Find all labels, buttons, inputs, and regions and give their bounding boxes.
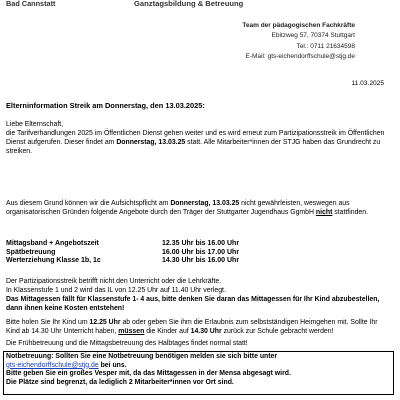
letter-date: 11.03.2025 — [351, 80, 384, 87]
schedule-row — [6, 240, 306, 249]
para3-mittagessen: Das Mittagessen fällt für Klassenstufe 1- 4 aus, bitte denken Sie daran das Mittagessen für Ihr Kind abzubestellen, dann ihnen keine Kosten entstehen! — [6, 295, 380, 312]
header-subtitle: Ganztagsbildung & Betreuung — [134, 0, 244, 8]
para-fruehbetreuung: Die Frühbetreuung und die Mittagsbetreuung des Halbtages findet normal statt! — [6, 340, 248, 347]
para4-text-c: die Kinder auf — [144, 327, 191, 335]
notice-line4: Die Plätze sind begrenzt, da lediglich 2 Mitarbeiter*innen vor Ort sind. — [6, 378, 234, 386]
para-unterricht — [6, 278, 392, 314]
notice-line3: Bitte geben Sie ein großes Vesper mit, da das Mittagessen in der Mensa abgesagt wird. — [6, 370, 291, 378]
notice-line2 — [6, 362, 391, 371]
intro-date: Donnerstag, 13.03.25 — [116, 138, 186, 146]
para4-time2: 14.30 Uhr — [190, 327, 222, 335]
notice-email-link[interactable]: gts-eichendorffschule@stjg.de — [6, 361, 99, 369]
schedule-row — [6, 249, 306, 258]
schedule-table — [6, 240, 306, 266]
schedule-time: 14.30 Uhr bis 16.00 Uhr — [162, 257, 240, 265]
notice-line2-tail: bei uns. — [98, 361, 127, 369]
schedule-row — [6, 257, 306, 266]
notice-line1: Notbetreuung: Sollten Sie eine Notbetreuung benötigen melden sie sich bitte unter — [6, 353, 278, 360]
contact-phone: Tel.: 0711 21634598 — [296, 42, 355, 50]
contact-street: Ebitzweg 57, 70374 Stuttgart — [271, 32, 355, 40]
salutation: Liebe Elternschaft, — [6, 121, 64, 128]
intro-text-b: statt. Alle Mitarbeiter*innen der STJG haben das Grundrecht zu streiken. — [6, 138, 381, 155]
para2-nicht: nicht — [315, 208, 333, 216]
notbetreuung-box — [3, 351, 394, 395]
para2-text-a: Aus diesem Grund können wir die Aufsichtspflicht am — [6, 200, 171, 207]
schedule-label: Spätbetreuung — [6, 248, 56, 256]
para2-date: Donnerstag, 13.03.25 — [170, 200, 240, 207]
intro-text-a: die Tarifverhandlungen 2025 im Öffentlichen Dienst gehen weiter und es wird erneut zum Partizipationsstreik im Öffentlichen Dienst aufgerufen. Dieser findet am — [6, 129, 385, 146]
para4-text-b: ab oder geben Sie ihm die Erlaubnis zum selbstständigen Heimgehen mit. Sollte Ihr Kind ab 14.30 Uhr Unterricht haben, — [6, 319, 378, 335]
contact-email: E-Mail: gts-eichendorffschule@stjg.de — [245, 52, 355, 60]
para-aufsicht — [6, 200, 392, 218]
schedule-label: Werterziehung Klasse 1b, 1c — [6, 257, 101, 265]
contact-block — [242, 21, 355, 62]
intro-paragraph — [6, 121, 392, 157]
schedule-time: 16.00 Uhr bis 17.00 Uhr — [162, 248, 240, 256]
para4-time1: 12.25 Uhr — [89, 319, 121, 326]
para3-line1: Der Partizipationsstreik betrifft nicht den Unterricht oder die Lehrkräfte. — [6, 278, 222, 285]
contact-team: Team der pädagogischen Fachkräfte — [242, 22, 355, 29]
para4-muessen: müssen — [118, 327, 145, 335]
para4-text-d: zurück zur Schule gebracht werden! — [221, 327, 334, 335]
schedule-label: Mittagsband + Angebotszeit — [6, 240, 99, 247]
letter-title: Elterninformation Streik am Donnerstag, den 13.03.2025: — [6, 101, 205, 110]
para2-text-c: stattfinden. — [332, 208, 368, 216]
para4-text-a: Bitte holen Sie Ihr Kind um — [6, 319, 90, 326]
schedule-time: 12.35 Uhr bis 16.00 Uhr — [162, 240, 240, 247]
para3-line2: In Klassenstufe 1 und 2 wird das IL von 12.25 Uhr auf 11.40 Uhr verlegt. — [6, 286, 226, 294]
para-abholung — [6, 319, 392, 337]
header-location: Bad Cannstatt — [6, 0, 56, 8]
para2-text-b: nicht gewährleisten, weswegen aus organisatorischen Gründen folgende Angebote durch den Träger der Stuttgarter Jugendhaus GgmbH — [6, 200, 350, 216]
